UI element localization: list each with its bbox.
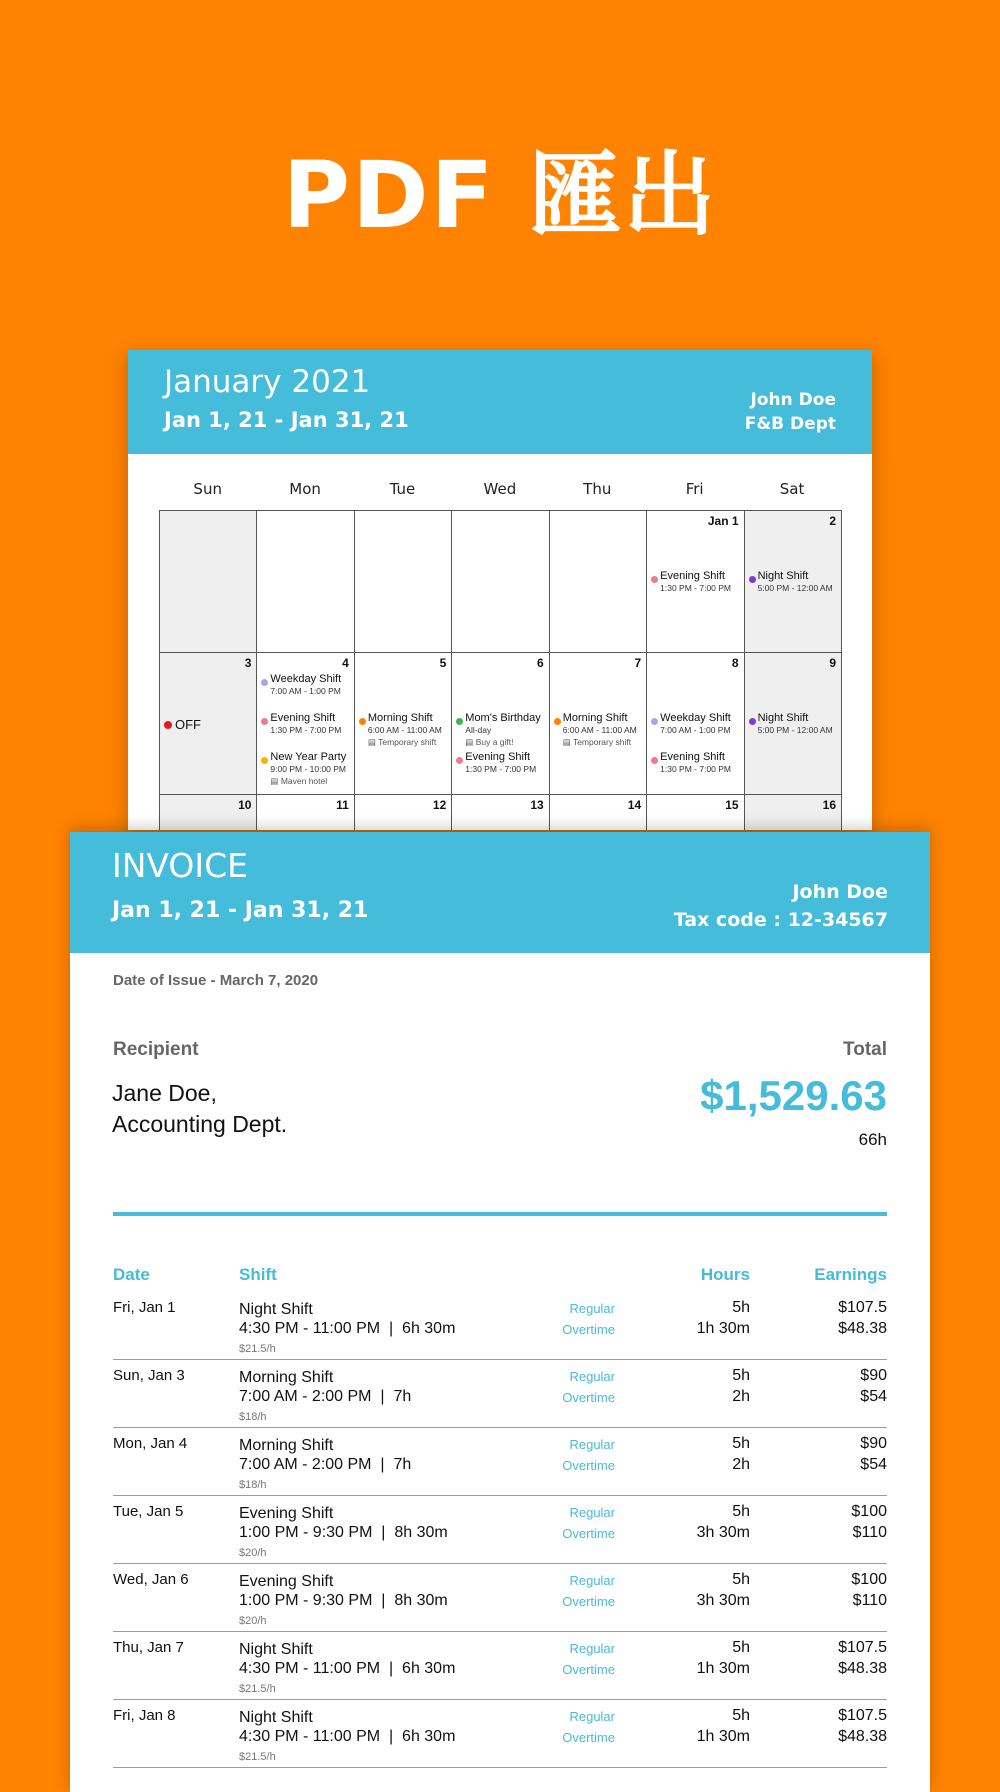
- event-note: [465, 736, 540, 748]
- row-shift-time: 1:00 PM - 9:30 PM | 8h 30m: [239, 1524, 448, 1541]
- event-time: 5:00 PM - 12:00 AM: [757, 583, 833, 593]
- event-color-dot: [554, 718, 561, 725]
- row-regular-hours: 5h: [732, 1503, 750, 1520]
- event-color-dot: [261, 718, 268, 725]
- event-time: 5:00 PM - 12:00 AM: [757, 725, 833, 735]
- calendar-user-name: John Doe: [750, 390, 836, 410]
- invoice-header: [70, 832, 930, 953]
- day-number: 2: [829, 514, 836, 528]
- row-regular-hours: 5h: [732, 1435, 750, 1452]
- event-time: 6:00 AM - 11:00 AM: [367, 725, 442, 735]
- calendar-cell-jan1[interactable]: [647, 511, 744, 653]
- row-shift-name: Morning Shift: [239, 1369, 334, 1386]
- row-rate: $21.5/h: [239, 1343, 276, 1355]
- day-number: 9: [829, 656, 836, 670]
- calendar-cell-jan14[interactable]: [550, 795, 647, 830]
- section-divider: [113, 1212, 887, 1216]
- calendar-cell-jan6[interactable]: [452, 653, 549, 795]
- row-overtime-label: Overtime: [562, 1458, 615, 1473]
- row-regular-hours: 5h: [732, 1299, 750, 1316]
- row-shift-name: Night Shift: [239, 1641, 313, 1658]
- day-number: 8: [731, 656, 739, 670]
- row-rate: $18/h: [239, 1479, 267, 1491]
- row-regular-hours: 5h: [732, 1707, 750, 1724]
- event-color-dot: [261, 679, 268, 686]
- row-shift-time: 4:30 PM - 11:00 PM | 6h 30m: [239, 1660, 456, 1677]
- event-name: Morning Shift: [367, 712, 433, 724]
- row-regular-label: Regular: [569, 1573, 615, 1588]
- calendar-cell-empty: [452, 511, 549, 653]
- row-overtime-hours: 2h: [732, 1388, 750, 1405]
- note-icon: ▤: [270, 776, 281, 786]
- row-shift-name: Evening Shift: [239, 1505, 334, 1522]
- event-night-shift[interactable]: [749, 570, 833, 594]
- invoice-title: INVOICE: [112, 846, 249, 885]
- off-day-marker: [164, 717, 201, 732]
- recipient-line: Jane Doe,: [112, 1080, 217, 1106]
- event-weekday-shift[interactable]: [261, 673, 341, 697]
- row-overtime-hours: 1h 30m: [696, 1660, 750, 1677]
- row-overtime-hours: 1h 30m: [696, 1320, 750, 1337]
- invoice-range: Jan 1, 21 - Jan 31, 21: [112, 898, 369, 923]
- weekday-label: Wed: [483, 480, 517, 498]
- day-number: 14: [627, 798, 642, 812]
- row-regular-label: Regular: [569, 1437, 615, 1452]
- event-time: 1:30 PM - 7:00 PM: [270, 725, 342, 735]
- row-regular-earnings: $90: [860, 1367, 887, 1384]
- event-name: Evening Shift: [660, 751, 725, 763]
- row-overtime-earnings: $54: [860, 1456, 887, 1473]
- row-regular-earnings: $107.5: [838, 1299, 887, 1316]
- weekday-label: Thu: [583, 480, 612, 498]
- row-regular-earnings: $107.5: [838, 1639, 887, 1656]
- day-number: 12: [432, 798, 447, 812]
- total-amount: $1,529.63: [700, 1072, 887, 1119]
- row-overtime-hours: 3h 30m: [696, 1524, 750, 1541]
- calendar-cell-jan5[interactable]: [355, 653, 452, 795]
- event-time: 6:00 AM - 11:00 AM: [562, 725, 637, 735]
- calendar-cell-jan9[interactable]: [745, 653, 842, 795]
- day-number: 3: [244, 656, 252, 670]
- event-note-text: Temporary shift: [378, 737, 437, 747]
- invoice-user: [674, 878, 888, 934]
- day-number: Jan 1: [707, 514, 739, 528]
- event-time: 7:00 AM - 1:00 PM: [270, 686, 341, 696]
- column-header-earnings: Earnings: [814, 1265, 887, 1284]
- calendar-cell-jan2[interactable]: [745, 511, 842, 653]
- row-regular-label: Regular: [569, 1709, 615, 1724]
- weekday-header: [159, 480, 841, 498]
- row-date: Mon, Jan 4: [113, 1435, 188, 1452]
- day-number: 15: [725, 798, 739, 812]
- calendar-pdf-preview: [128, 350, 872, 830]
- row-shift-name: Evening Shift: [239, 1573, 334, 1590]
- event-moms-birthday[interactable]: [456, 712, 540, 748]
- invoice-table: [113, 1292, 887, 1768]
- calendar-cell-jan8[interactable]: [647, 653, 744, 795]
- table-row: [113, 1700, 887, 1768]
- day-number: 7: [634, 656, 642, 670]
- calendar-cell-empty: [550, 511, 647, 653]
- event-name: Weekday Shift: [270, 673, 342, 685]
- row-date: Sun, Jan 3: [113, 1367, 185, 1384]
- event-note-text: Maven hotel: [280, 776, 328, 786]
- calendar-cell-jan7[interactable]: [550, 653, 647, 795]
- event-color-dot: [651, 576, 658, 583]
- row-date: Fri, Jan 8: [113, 1707, 176, 1724]
- table-row: [113, 1428, 887, 1496]
- invoice-tax-code: Tax code : 12-34567: [673, 909, 888, 931]
- off-label: OFF: [175, 717, 201, 732]
- invoice-user-name: John Doe: [792, 881, 888, 903]
- weekday-label: Mon: [289, 480, 321, 498]
- column-header-shift: Shift: [239, 1265, 277, 1284]
- row-date: Tue, Jan 5: [113, 1503, 184, 1520]
- calendar-cell-jan4[interactable]: [257, 653, 354, 795]
- day-number: 16: [822, 798, 836, 812]
- row-shift-name: Night Shift: [239, 1709, 313, 1726]
- row-rate: $18/h: [239, 1411, 267, 1423]
- row-shift-time: 7:00 AM - 2:00 PM | 7h: [239, 1456, 412, 1473]
- note-icon: ▤: [465, 737, 476, 747]
- calendar-cell-jan3[interactable]: [160, 653, 257, 795]
- note-icon: ▤: [562, 737, 573, 747]
- calendar-title: January 2021: [164, 364, 371, 400]
- calendar-cell-jan11[interactable]: [257, 795, 354, 830]
- row-regular-earnings: $100: [851, 1503, 887, 1520]
- day-number: 13: [530, 798, 544, 812]
- event-morning-shift[interactable]: [359, 712, 442, 748]
- event-time: 1:30 PM - 7:00 PM: [660, 764, 732, 774]
- column-header-date: Date: [113, 1265, 150, 1284]
- event-name: New Year Party: [270, 751, 347, 763]
- event-time: 1:30 PM - 7:00 PM: [660, 583, 732, 593]
- row-overtime-earnings: $48.38: [838, 1728, 887, 1745]
- row-regular-label: Regular: [569, 1301, 615, 1316]
- row-overtime-hours: 2h: [732, 1456, 750, 1473]
- event-time: 9:00 PM - 10:00 PM: [270, 764, 347, 774]
- weekday-label: Sun: [193, 480, 222, 498]
- event-note: [563, 736, 637, 748]
- off-dot-icon: [164, 721, 172, 729]
- day-number: 10: [238, 798, 252, 812]
- calendar-cell-empty: [257, 511, 354, 653]
- event-color-dot: [651, 718, 658, 725]
- row-regular-earnings: $90: [860, 1435, 887, 1452]
- row-regular-hours: 5h: [732, 1639, 750, 1656]
- table-row: [113, 1496, 887, 1564]
- row-date: Wed, Jan 6: [113, 1571, 189, 1588]
- calendar-cell-empty: [355, 511, 452, 653]
- event-name: Mom's Birthday: [465, 712, 541, 724]
- row-shift-time: 4:30 PM - 11:00 PM | 6h 30m: [239, 1320, 456, 1337]
- row-shift-name: Morning Shift: [239, 1437, 334, 1454]
- event-name: Evening Shift: [465, 751, 531, 763]
- day-number: 5: [439, 656, 447, 670]
- weekday-label: Fri: [685, 480, 704, 498]
- row-overtime-earnings: $54: [860, 1388, 887, 1405]
- total-label: Total: [843, 1039, 887, 1060]
- event-weekday-shift[interactable]: [651, 712, 731, 736]
- day-number: 4: [342, 656, 349, 670]
- day-number: 11: [336, 798, 349, 812]
- calendar-cell-empty: [160, 511, 257, 653]
- column-header-hours: Hours: [700, 1265, 750, 1284]
- row-regular-label: Regular: [569, 1369, 615, 1384]
- event-time: All-day: [465, 725, 492, 735]
- row-rate: $20/h: [239, 1615, 267, 1627]
- event-color-dot: [359, 718, 366, 725]
- event-name: Night Shift: [757, 712, 809, 724]
- note-icon: ▤: [367, 737, 379, 747]
- row-rate: $20/h: [239, 1547, 267, 1559]
- row-date: Fri, Jan 1: [113, 1299, 176, 1316]
- row-regular-label: Regular: [569, 1505, 615, 1520]
- row-shift-name: Night Shift: [239, 1301, 313, 1318]
- event-note: [270, 775, 346, 787]
- row-regular-hours: 5h: [732, 1367, 750, 1384]
- calendar-cell-jan13[interactable]: [452, 795, 549, 830]
- event-name: Evening Shift: [660, 570, 725, 582]
- row-shift-time: 4:30 PM - 11:00 PM | 6h 30m: [239, 1728, 456, 1745]
- event-note-text: Buy a gift!: [475, 737, 514, 747]
- calendar-user: [745, 388, 836, 436]
- row-date: Thu, Jan 7: [113, 1639, 184, 1656]
- row-overtime-hours: 3h 30m: [696, 1592, 750, 1609]
- row-overtime-earnings: $110: [852, 1524, 887, 1541]
- event-color-dot: [749, 718, 756, 725]
- issue-date: Date of Issue - March 7, 2020: [113, 972, 319, 989]
- total-hours: 66h: [858, 1130, 887, 1149]
- event-color-dot: [749, 576, 756, 583]
- weekday-label: Sat: [779, 480, 805, 498]
- event-color-dot: [651, 757, 658, 764]
- row-overtime-hours: 1h 30m: [696, 1728, 750, 1745]
- page-headline: PDF 匯出: [282, 142, 718, 249]
- row-regular-hours: 5h: [732, 1571, 750, 1588]
- weekday-label: Tue: [389, 480, 416, 498]
- row-regular-earnings: $107.5: [838, 1707, 887, 1724]
- row-regular-earnings: $100: [851, 1571, 887, 1588]
- row-overtime-earnings: $110: [852, 1592, 887, 1609]
- calendar-cell-jan12[interactable]: [355, 795, 452, 830]
- row-overtime-earnings: $48.38: [838, 1320, 887, 1337]
- calendar-cell-jan10[interactable]: [160, 795, 257, 830]
- event-note: [368, 736, 442, 748]
- event-note-text: Temporary shift: [572, 737, 632, 747]
- event-night-shift[interactable]: [749, 712, 833, 736]
- row-rate: $21.5/h: [239, 1683, 276, 1695]
- event-name: Weekday Shift: [660, 712, 731, 724]
- invoice-pdf-preview: [70, 832, 930, 1792]
- calendar-cell-jan15[interactable]: [647, 795, 744, 830]
- row-shift-time: 7:00 AM - 2:00 PM | 7h: [239, 1388, 412, 1405]
- table-row: [113, 1632, 887, 1700]
- calendar-user-dept: F&B Dept: [744, 414, 836, 434]
- row-overtime-label: Overtime: [562, 1594, 615, 1609]
- calendar-cell-jan16[interactable]: [745, 795, 842, 830]
- event-morning-shift[interactable]: [554, 712, 637, 748]
- event-name: Evening Shift: [270, 712, 336, 724]
- recipient-label: Recipient: [113, 1039, 199, 1060]
- event-color-dot: [261, 757, 268, 764]
- row-shift-time: 1:00 PM - 9:30 PM | 8h 30m: [239, 1592, 448, 1609]
- row-regular-label: Regular: [569, 1641, 615, 1656]
- table-row: [113, 1360, 887, 1428]
- calendar-header: [128, 350, 872, 454]
- event-name: Night Shift: [757, 570, 809, 582]
- event-evening-shift[interactable]: [651, 751, 731, 775]
- event-new-year-party[interactable]: [261, 751, 346, 787]
- row-rate: $21.5/h: [239, 1751, 276, 1763]
- event-evening-shift[interactable]: [456, 751, 536, 775]
- event-color-dot: [456, 757, 463, 764]
- event-time: 7:00 AM - 1:00 PM: [660, 725, 731, 735]
- event-name: Morning Shift: [562, 712, 628, 724]
- table-row: [113, 1564, 887, 1632]
- row-overtime-label: Overtime: [562, 1390, 615, 1405]
- event-evening-shift[interactable]: [261, 712, 341, 736]
- row-overtime-label: Overtime: [562, 1662, 615, 1677]
- event-time: 1:30 PM - 7:00 PM: [465, 764, 537, 774]
- row-overtime-label: Overtime: [562, 1322, 615, 1337]
- calendar-range: Jan 1, 21 - Jan 31, 21: [164, 408, 409, 432]
- day-number: 6: [537, 656, 544, 670]
- event-color-dot: [456, 718, 463, 725]
- recipient-name: [112, 1078, 287, 1140]
- row-overtime-earnings: $48.38: [838, 1660, 887, 1677]
- event-evening-shift[interactable]: [651, 570, 731, 594]
- calendar-grid: [159, 510, 842, 830]
- row-overtime-label: Overtime: [562, 1730, 615, 1745]
- table-row: [113, 1292, 887, 1360]
- recipient-line: Accounting Dept.: [112, 1111, 288, 1137]
- row-overtime-label: Overtime: [562, 1526, 615, 1541]
